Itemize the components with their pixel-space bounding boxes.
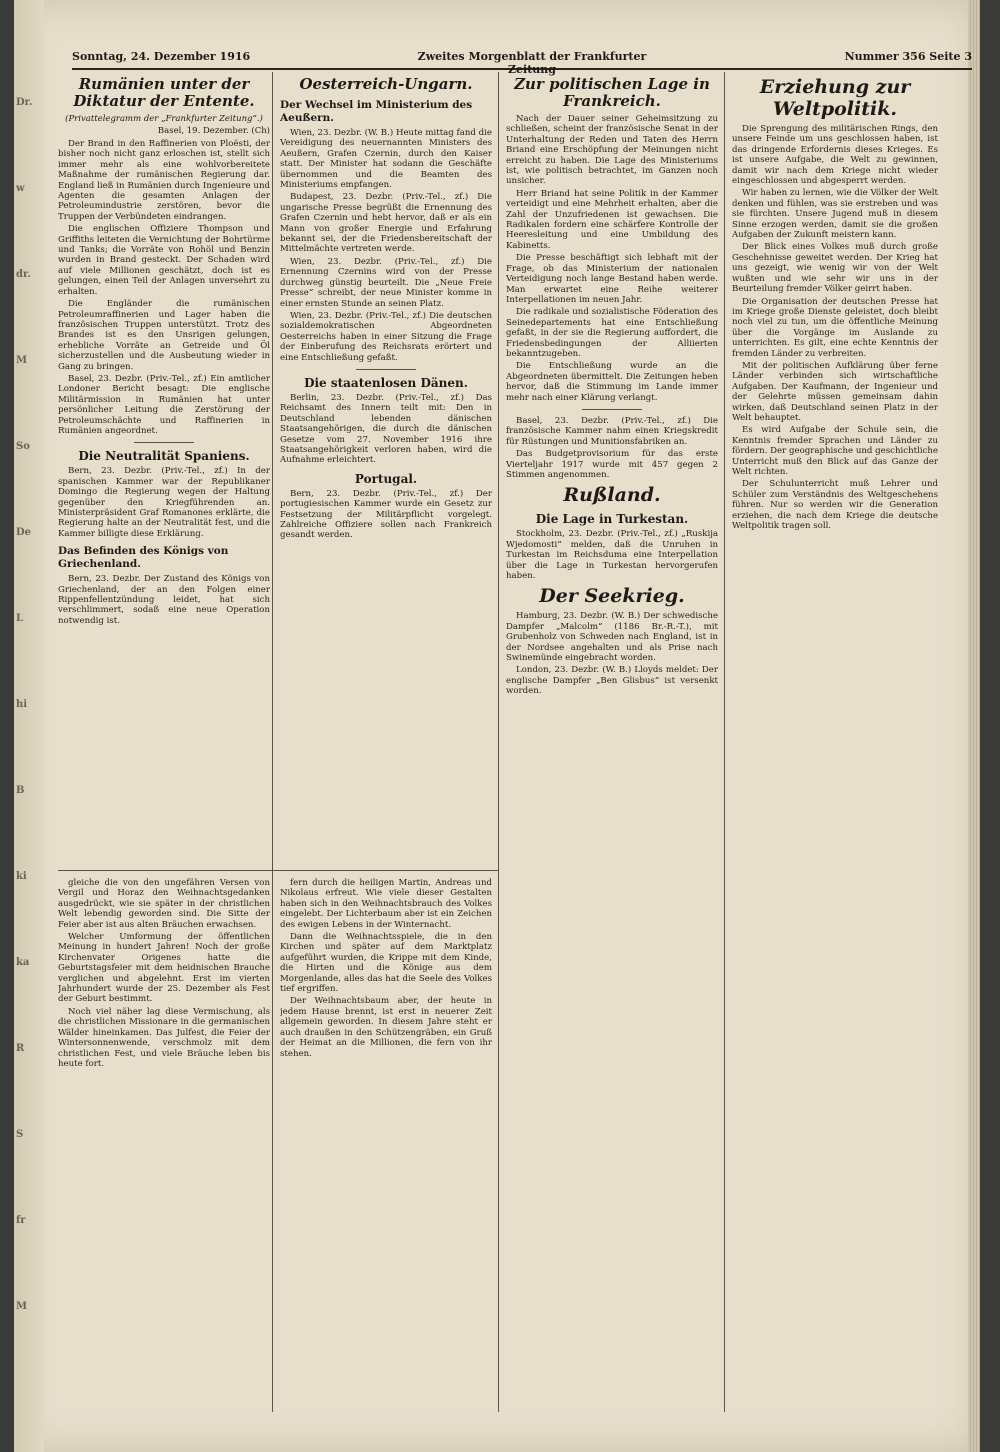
paragraph: Welcher Umformung der öffentlichen Meinung in hundert Jahren! Noch der große Kirchenvater Origenes hatte die Geburtstagsfeier mit dem heidnischen Brauche verglichen und abgelehnt. Erst im vierten Jahrhundert wurde der 25. Dezember als Fest der Geburt bestimmt. — [58, 932, 270, 1005]
spine-text-fragment: dr. — [16, 269, 31, 280]
column-rule — [724, 72, 725, 1412]
divider — [356, 369, 416, 370]
spine-text-fragment: fr — [16, 1215, 26, 1226]
dateline: Basel, 19. Dezember. (Ch) — [157, 126, 270, 136]
spine-text-fragment: M — [16, 355, 28, 366]
article-heading: Rumänien unter der Diktatur der Entente. — [73, 75, 255, 110]
paragraph: gleiche die von den ungefähren Versen von Vergil und Horaz den Weihnachtsgedanken ausgedrückt, wie sie später in der christlichen Welt lebendig geworden sind. Die Sitte der Feier aber ist aus alten Bräuchen erwachsen. — [58, 878, 270, 930]
paragraph: Das Budgetprovisorium für das erste Vierteljahr 1917 wurde mit 457 gegen 2 Stimmen angenommen. — [506, 449, 718, 480]
paragraph: Die Entschließung wurde an die Abgeordneten übermittelt. Die Zeitungen heben hervor, daß die Stimmung im Lande immer mehr nach einer Klärung verlangt. — [506, 361, 718, 403]
paragraph: Berlin, 23. Dezbr. (Priv.-Tel., zf.) Das Reichsamt des Innern teilt mit: Den in Deutschland lebenden dänischen Staatsangehörigen, die durch die dänischen Gesetze vom 27. November 1916 ihre Staatsangehörigkeit verloren haben, wird die Aufnahme erleichtert. — [280, 392, 492, 466]
section-rule — [58, 870, 498, 871]
paragraph: London, 23. Dezbr. (W. B.) Lloyds meldet: Der englische Dampfer „Ben Glisbus“ ist versenkt worden. — [506, 665, 718, 697]
paragraph: Bern, 23. Dezbr. (Priv.-Tel., zf.) In der spanischen Kammer war der Republikaner Domingo die Regierung wegen der Haltung gegenüber den Kriegführenden an. Ministerpräsident Graf Romanones erklärte, die Regierung halte an der Neutralität fest, und die Kammer billigte diese Erklärung. — [58, 466, 270, 539]
article-heading: Rußland. — [563, 484, 661, 507]
column-rule — [272, 72, 273, 1412]
paragraph: Die englischen Offiziere Thompson und Griffiths leiteten die Vernichtung der Bohrtürme und Tanks; die Vorräte von Rohöl und Benzin wurden in Brand gesteckt. Der Schaden wird auf viele Millionen geschätzt, doch ist es gelungen, einen Teil der Anlagen unversehrt zu erhalten. — [58, 224, 270, 297]
paragraph: Basel, 23. Dezbr. (Priv.-Tel., zf.) Die französische Kammer nahm einen Kriegskredit für Rüstungen und Munitionsfabriken an. — [506, 415, 718, 447]
column-2 — [280, 72, 492, 862]
spine-text-fragment: Dr. — [16, 97, 33, 108]
paragraph: Die radikale und sozialistische Föderation des Seinedepartements hat eine Entschließung gefaßt, in der sie die Regierung auffordert, die Friedensbedingungen der Alliierten bekanntzugeben. — [506, 307, 718, 359]
article-heading: Die staatenlosen Dänen. — [304, 375, 468, 390]
column-4 — [732, 72, 938, 1412]
paragraph: Noch viel näher lag diese Vermischung, als die christlichen Missionare in die germanischen Wälder hineinkamen. Das Julfest, die Feier der Wintersonnenwende, verschmolz mit dem christlichen Fest, und viele Bräuche leben bis heute fort. — [58, 1006, 270, 1069]
spine-text-fragment: M — [16, 1301, 28, 1312]
paragraph: Die Engländer die rumänischen Petroleumraffinerien und Lager haben die französischen Truppen unterstützt. Trotz des Brandes ist es den Unsrigen gelungen, erhebliche Vorräte an Getreide und Öl sicherzustellen und die Ausbeutung wieder in Gang zu bringen. — [58, 299, 270, 372]
article-heading: Der Seekrieg. — [539, 585, 685, 608]
paragraph: Wir haben zu lernen, wie die Völker der Welt denken und fühlen, was sie erstreben und was sie fürchten. Unsere Jugend muß in diesem Sinne erzogen werden, damit sie die großen Aufgaben der Zukunft meistern kann. — [732, 188, 938, 241]
article-heading: Die Lage in Turkestan. — [535, 512, 689, 527]
paragraph: Die Sprengung des militärischen Rings, den unsere Feinde um uns geschlossen haben, ist das dringende Erfordernis dieses Krieges. Es ist unsere Aufgabe, die Welt zu gewinnen, damit wir nach dem Kriege nicht wieder eingeschlossen und abgesperrt werden. — [732, 124, 938, 187]
masthead-title: Zweites Morgenblatt der Frankfurter Zeitung — [417, 50, 647, 76]
article-subheading: (Privattelegramm der „Frankfurter Zeitung“.) — [65, 114, 263, 124]
article-heading: Das Befinden des Königs von Griechenland. — [58, 545, 229, 571]
column-3 — [506, 72, 718, 1412]
spine-text-fragment: ka — [16, 957, 30, 968]
paragraph: Der Schulunterricht muß Lehrer und Schüler zum Verständnis des Weltgeschehens führen. Nur so werden wir die Generation erziehen, die nach dem Kriege die deutsche Weltpolitik tragen soll. — [732, 479, 938, 532]
paragraph: Der Brand in den Raffinerien von Ploësti, der bisher noch nicht ganz erloschen ist, stellt sich immer mehr als eine wohlvorbereitete Maßnahme der rumänischen Regierung dar. England ließ in Rumänien durch Ingenieure und Agenten die gesamten Anlagen der Petroleumindustrie zerstören, bevor die Truppen der Verbündeten eindrangen. — [58, 139, 270, 222]
spine-text-fragment: L — [16, 613, 24, 624]
masthead-date: Sonntag, 24. Dezember 1916 — [72, 50, 251, 63]
article-heading: Zur politischen Lage in Frankreich. — [514, 75, 710, 110]
spine-text-fragment: S — [16, 1129, 24, 1140]
paragraph: Budapest, 23. Dezbr. (Priv.-Tel., zf.) Die ungarische Presse begrüßt die Ernennung des Grafen Czernin und hebt hervor, daß er als ein Mann von großer Energie und Erfahrung bekannt sei, der die Friedensbereitschaft der Mittelmächte vertreten werde. — [280, 192, 492, 255]
paragraph: Die Organisation der deutschen Presse hat im Kriege große Dienste geleistet, doch bleibt noch viel zu tun, um die öffentliche Meinung über die Vorgänge im Auslande zu unterrichten. Es gilt, eine echte Kenntnis der fremden Länder zu verbreiten. — [732, 296, 938, 359]
paragraph: Hamburg, 23. Dezbr. (W. B.) Der schwedische Dampfer „Malcolm“ (1186 Br.-R.-T.), mit Grubenholz von Schweden nach England, ist in der Nordsee angehalten und als Prise nach Swinemünde eingebracht worden. — [506, 611, 718, 664]
column-1 — [58, 72, 270, 862]
masthead-page-number: Nummer 356 Seite 3 — [844, 50, 972, 63]
masthead — [72, 46, 972, 76]
paragraph: Bern, 23. Dezbr. Der Zustand des Königs von Griechenland, der an den Folgen einer Rippenfellentzündung leidet, hat sich verschlimmert, sodaß eine neue Operation notwendig ist. — [58, 574, 270, 626]
adjacent-page-edge — [14, 0, 44, 1452]
article-heading: Die Neutralität Spaniens. — [78, 449, 250, 464]
spine-text-fragment: hi — [16, 699, 28, 710]
spine-text-fragment: So — [16, 441, 30, 452]
paragraph: Der Blick eines Volkes muß durch große Geschehnisse geweitet werden. Der Krieg hat uns gezeigt, wie wenig wir von der Welt wußten und wie sehr wir uns in der Beurteilung fremder Völker geirrt haben. — [732, 242, 938, 295]
paragraph: Wien, 23. Dezbr. (W. B.) Heute mittag fand die Vereidigung des neuernannten Ministers des Aeußern, Grafen Czernin, durch den Kaiser statt. Der Minister hat sodann die Geschäfte übernommen und die Beamten des Ministeriums empfangen. — [280, 128, 492, 191]
article-heading: Der Wechsel im Ministerium des Aeußern. — [280, 99, 473, 124]
paragraph: Die Presse beschäftigt sich lebhaft mit der Frage, ob das Ministerium der nationalen Verteidigung noch lange Bestand haben werde. Man erwartet eine Reihe weiterer Interpellationen im neuen Jahr. — [506, 253, 718, 305]
paragraph: Wien, 23. Dezbr. (Priv.-Tel., zf.) Die Ernennung Czernins wird von der Presse durchweg günstig beurteilt. Die „Neue Freie Presse“ schreibt, der neue Minister komme in einer ernsten Stunde an seinen Platz. — [280, 256, 492, 309]
spine-text-fragment: w — [16, 183, 25, 194]
paragraph: Basel, 23. Dezbr. (Priv.-Tel., zf.) Ein amtlicher Londoner Bericht besagt: Die englische Militärmission in Rumänien hat unter persönlicher Leitung die Zerstörung der Petroleumschächte und Raffinerien in Rumänien angeordnet. — [58, 373, 270, 436]
page-stack-edge — [968, 0, 980, 1452]
paragraph: fern durch die heiligen Martin, Andreas und Nikolaus erfreut. Wie viele dieser Gestalten haben sich in den Weihnachtsbrauch des Volkes eingelebt. Der Lichterbaum aber ist ein Zeichen des ewigen Lebens in der Winternacht. — [280, 878, 492, 930]
paragraph: Mit der politischen Aufklärung über ferne Länder verbinden sich wirtschaftliche Aufgaben. Der Kaufmann, der Ingenieur und der Gelehrte müssen gemeinsam dahin wirken, daß Deutschland seinen Platz in der Welt behauptet. — [732, 360, 938, 423]
article-heading: Portugal. — [354, 471, 418, 486]
spine-text-fragment: De — [16, 527, 32, 538]
spine-text-fragment: R — [16, 1043, 25, 1054]
paragraph: Es wird Aufgabe der Schule sein, die Kenntnis fremder Sprachen und Länder zu fördern. Der geographische und geschichtliche Unterricht muß den Blick auf das Ganze der Welt richten. — [732, 425, 938, 477]
newspaper-page — [14, 0, 980, 1452]
feuilleton-column-2 — [280, 878, 492, 1408]
divider — [134, 442, 194, 443]
paragraph: Stockholm, 23. Dezbr. (Priv.-Tel., zf.) „Ruskija Wjedomosti“ melden, daß die Unruhen in Turkestan im Reichsduma eine Interpellation über die Lage in Turkestan hervorgerufen haben. — [506, 529, 718, 582]
article-heading: Erziehung zur Weltpolitik. — [759, 76, 911, 120]
paragraph: Bern, 23. Dezbr. (Priv.-Tel., zf.) Der portugiesischen Kammer wurde ein Gesetz zur Festsetzung der Militärpflicht vorgelegt. Zahlreiche Offiziere sollen nach Frankreich gesandt werden. — [280, 488, 492, 541]
divider — [582, 409, 642, 410]
paragraph: Dann die Weihnachtsspiele, die in den Kirchen und später auf dem Marktplatz aufgeführt wurden, die Krippe mit dem Kinde, die Hirten und die Könige aus dem Morgenlande, alles das hat die Seele des Volkes tief ergriffen. — [280, 932, 492, 995]
paragraph: Wien, 23. Dezbr. (Priv.-Tel., zf.) Die deutschen sozialdemokratischen Abgeordneten Oesterreichs haben in einer Sitzung die Frage der Einberufung des Reichsrats erörtert und eine Entschließung gefaßt. — [280, 310, 492, 363]
paragraph: Herr Briand hat seine Politik in der Kammer verteidigt und eine Mehrheit erhalten, aber die Zahl der Unzufriedenen ist gewachsen. Die Radikalen fordern eine schärfere Kontrolle der Heeresleitung und eine Umbildung des Kabinetts. — [506, 188, 718, 251]
column-rule — [498, 72, 499, 1412]
paragraph: Der Weihnachtsbaum aber, der heute in jedem Hause brennt, ist erst in neuerer Zeit allgemein geworden. In diesem Jahre steht er auch draußen in den Schützengräben, ein Gruß der Heimat an die Millionen, die fern von ihr stehen. — [280, 996, 492, 1059]
spine-text-fragment: ki — [16, 871, 27, 882]
article-heading: Oesterreich-Ungarn. — [299, 75, 473, 93]
spine-text-fragment: B — [16, 785, 25, 796]
feuilleton-column-1 — [58, 878, 270, 1408]
paragraph: Nach der Dauer seiner Geheimsitzung zu schließen, scheint der französische Senat in der Unterhaltung der Reden und Taten des Herrn Briand eine Erschöpfung der Meinungen nicht erreicht zu haben. Die Lage des Ministeriums ist, wie politisch betrachtet, im Ganzen noch unsicher. — [506, 114, 718, 187]
